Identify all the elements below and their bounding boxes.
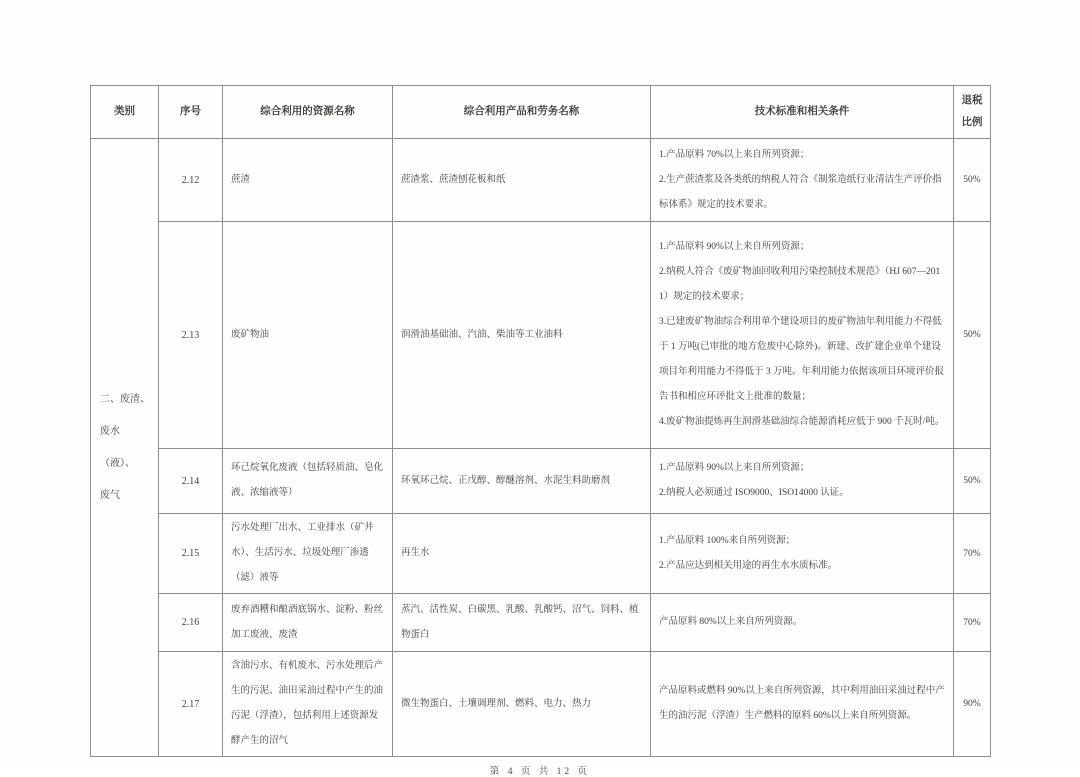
conditions bbox=[651, 514, 954, 594]
condition-item: 1.产品原料 100%来自所列资源； bbox=[659, 535, 796, 546]
conditions bbox=[651, 222, 954, 449]
col-header-conditions: 技术标准和相关条件 bbox=[651, 86, 954, 139]
product-name: 环氧环己烷、正戊醇、醇醚溶剂、水泥生料助磨剂 bbox=[393, 449, 651, 514]
col-header-category: 类别 bbox=[91, 86, 159, 139]
product-name: 再生水 bbox=[393, 514, 651, 594]
resource-name: 污水处理厂出水、工业排水（矿井水）、生活污水、垃圾处理厂渗透（滤）液等 bbox=[223, 514, 393, 594]
table-row bbox=[91, 449, 991, 514]
row-no: 2.16 bbox=[159, 594, 223, 652]
condition-item: 2.纳税人符合《废矿物油回收利用污染控制技术规范》（HJ 607—2011）规定的技术要求； bbox=[659, 267, 941, 302]
condition-item: 2.生产蔗渣浆及各类纸的纳税人符合《制浆造纸行业清洁生产评价指标体系》规定的技术要求。 bbox=[659, 174, 942, 210]
conditions bbox=[651, 449, 954, 514]
category-cell bbox=[91, 139, 159, 757]
col-header-rate-label: 退税比例 bbox=[961, 95, 983, 128]
refund-rate: 70% bbox=[954, 514, 991, 594]
resource-name: 废矿物油 bbox=[223, 222, 393, 449]
product-name: 蔗渣浆、蔗渣刨花板和纸 bbox=[393, 139, 651, 222]
resource-name: 废弃酒糟和酿酒底锅水、淀粉、粉丝加工废液、废渣 bbox=[223, 594, 393, 652]
condition-item: 产品原料 80%以上来自所列资源。 bbox=[659, 617, 803, 627]
condition-item: 1.产品原料 70%以上来自所列资源； bbox=[659, 149, 810, 160]
product-name: 润滑油基础油、汽油、柴油等工业油料 bbox=[393, 222, 651, 449]
page-number: 第 4 页 共 12 页 bbox=[489, 767, 591, 777]
row-no: 2.17 bbox=[159, 652, 223, 757]
header-row bbox=[91, 86, 991, 139]
condition-item: 3.已建废矿物油综合利用单个建设项目的废矿物油年利用能力不得低于 1 万吨(已审批的地方危废中心除外)。新建、改扩建企业单个建设项目年利用能力不得低于 3 万吨。年利用能力依据该项目环境评价报告书和相应环评批文上批准的数量； bbox=[659, 317, 945, 402]
table-row bbox=[91, 514, 991, 594]
condition-item: 1.产品原料 90%以上来自所列资源； bbox=[659, 242, 810, 252]
col-header-rate bbox=[954, 86, 991, 139]
refund-rate: 50% bbox=[954, 222, 991, 449]
table-row bbox=[91, 594, 991, 652]
table-container bbox=[90, 85, 990, 777]
row-no: 2.14 bbox=[159, 449, 223, 514]
resource-name: 蔗渣 bbox=[223, 139, 393, 222]
refund-rate: 90% bbox=[954, 652, 991, 757]
table-row bbox=[91, 222, 991, 449]
col-header-resource: 综合利用的资源名称 bbox=[223, 86, 393, 139]
table-row bbox=[91, 652, 991, 757]
table-row bbox=[91, 139, 991, 222]
conditions bbox=[651, 139, 954, 222]
conditions bbox=[651, 594, 954, 652]
category-line: 废水（液）、 bbox=[100, 425, 135, 469]
condition-item: 2.纳税人必须通过 ISO9000、ISO14000 认证。 bbox=[659, 488, 849, 498]
refund-rate: 50% bbox=[954, 139, 991, 222]
resource-name: 环己烷氧化废液（包括轻质油、皂化液、浓缩液等） bbox=[223, 449, 393, 514]
condition-item: 1.产品原料 90%以上来自所列资源； bbox=[659, 463, 810, 473]
condition-item: 产品原料或燃料 90%以上来自所列资源，其中利用油田采油过程中产生的油污泥（浮渣）生产燃料的原料 60%以上来自所列资源。 bbox=[659, 686, 945, 721]
refund-rate: 70% bbox=[954, 594, 991, 652]
col-header-product: 综合利用产品和劳务名称 bbox=[393, 86, 651, 139]
product-name: 微生物蛋白、土壤调理剂、燃料、电力、热力 bbox=[393, 652, 651, 757]
category-line: 二、废渣、 bbox=[100, 393, 150, 405]
refund-ratio-table bbox=[90, 85, 991, 757]
row-no: 2.15 bbox=[159, 514, 223, 594]
row-no: 2.12 bbox=[159, 139, 223, 222]
row-no: 2.13 bbox=[159, 222, 223, 449]
refund-rate: 50% bbox=[954, 449, 991, 514]
condition-item: 4.废矿物油提炼再生润滑基础油综合能源消耗应低于 900 千瓦时/吨。 bbox=[659, 417, 945, 427]
product-name: 蒸汽、活性炭、白碳黑、乳酸、乳酸钙、沼气、饲料、植物蛋白 bbox=[393, 594, 651, 652]
resource-name: 含油污水、有机废水、污水处理后产生的污泥、油田采油过程中产生的油污泥（浮渣），包括利用上述资源发酵产生的沼气 bbox=[223, 652, 393, 757]
col-header-no: 序号 bbox=[159, 86, 223, 139]
condition-item: 2.产品应达到相关用途的再生水水质标准。 bbox=[659, 560, 838, 571]
category-line: 废气 bbox=[100, 489, 120, 501]
conditions bbox=[651, 652, 954, 757]
